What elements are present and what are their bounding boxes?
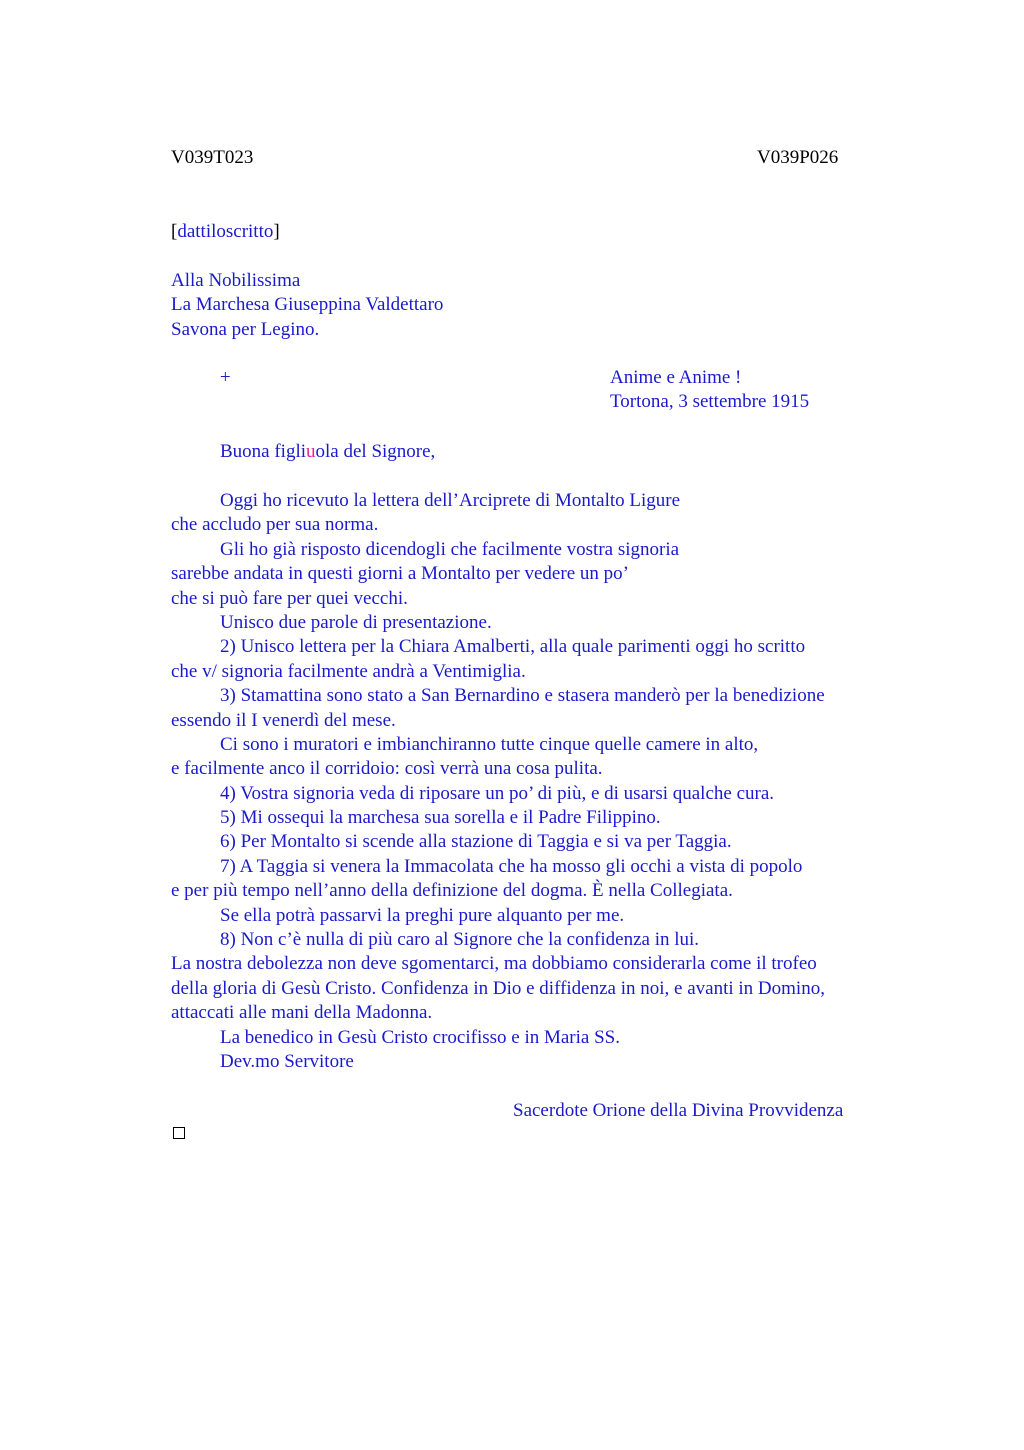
dateline: Tortona, 3 settembre 1915 bbox=[610, 391, 810, 413]
body-line: che v/ signoria facilmente andrà a Ventimiglia. bbox=[171, 660, 526, 682]
body-line: Unisco due parole di presentazione. bbox=[220, 611, 492, 633]
cross-symbol: + bbox=[220, 367, 231, 388]
body-line: 8) Non c’è nulla di più caro al Signore che la confidenza in lui. bbox=[220, 929, 700, 951]
signature: Sacerdote Orione della Divina Provvidenza bbox=[513, 1100, 844, 1121]
salutation-part: Buona figli bbox=[220, 441, 307, 462]
document-code-right: V039P026 bbox=[757, 147, 839, 168]
address-line: La Marchesa Giuseppina Valdettaro bbox=[171, 294, 444, 316]
letter-heading bbox=[610, 366, 809, 415]
body-line: 5) Mi ossequi la marchesa sua sorella e il Padre Filippino. bbox=[220, 807, 661, 829]
body-line: 4) Vostra signoria veda di riposare un po’ di più, e di usarsi qualche cura. bbox=[220, 782, 775, 804]
bracket-open: [ bbox=[171, 221, 178, 242]
salutation-part: ola del Signore, bbox=[315, 441, 436, 462]
body-line: attaccati alle mani della Madonna. bbox=[171, 1002, 433, 1024]
recipient-address bbox=[171, 269, 443, 342]
address-line: Alla Nobilissima bbox=[171, 270, 301, 291]
body-line: La nostra debolezza non deve sgomentarci, ma dobbiamo considerarla come il trofeo bbox=[171, 953, 817, 975]
document-code-left: V039T023 bbox=[171, 147, 254, 168]
typescript-note bbox=[171, 220, 280, 244]
body-line: 2) Unisco lettera per la Chiara Amalberti, alla quale parimenti oggi ho scritto bbox=[220, 636, 806, 658]
body-line: essendo il I venerdì del mese. bbox=[171, 709, 396, 731]
bracket-close: ] bbox=[273, 221, 280, 242]
address-line: Savona per Legino. bbox=[171, 318, 320, 340]
body-line: 6) Per Montalto si scende alla stazione di Taggia e si va per Taggia. bbox=[220, 831, 732, 853]
body-line: La benedico in Gesù Cristo crocifisso e in Maria SS. bbox=[220, 1026, 620, 1048]
typescript-note-text: dattiloscritto bbox=[177, 221, 274, 242]
body-line: della gloria di Gesù Cristo. Confidenza in Dio e diffidenza in noi, e avanti in Domino, bbox=[171, 977, 825, 999]
motto: Anime e Anime ! bbox=[610, 367, 742, 388]
body-line: Dev.mo Servitore bbox=[220, 1050, 354, 1072]
salutation bbox=[220, 440, 435, 464]
body-line: Gli ho già risposto dicendogli che facilmente vostra signoria bbox=[220, 538, 680, 560]
body-line: sarebbe andata in questi giorni a Montalto per vedere un po’ bbox=[171, 563, 629, 585]
letter-body bbox=[171, 489, 825, 1074]
body-line: Se ella potrà passarvi la preghi pure alquanto per me. bbox=[220, 904, 625, 926]
body-line: Ci sono i muratori e imbianchiranno tutte cinque quelle camere in alto, bbox=[220, 733, 759, 755]
end-marker-box bbox=[173, 1127, 185, 1139]
body-line: 7) A Taggia si venera la Immacolata che ha mosso gli occhi a vista di popolo bbox=[220, 855, 803, 877]
body-line: Oggi ho ricevuto la lettera dell’Arciprete di Montalto Ligure bbox=[220, 490, 681, 511]
body-line: che accludo per sua norma. bbox=[171, 514, 379, 536]
body-line: e facilmente anco il corridoio: così verrà una cosa pulita. bbox=[171, 758, 603, 780]
body-line: 3) Stamattina sono stato a San Bernardino e stasera manderò per la benedizione bbox=[220, 685, 825, 707]
body-line: e per più tempo nell’anno della definizione del dogma. È nella Collegiata. bbox=[171, 880, 733, 902]
salutation-highlight: u bbox=[306, 441, 316, 462]
body-line: che si può fare per quei vecchi. bbox=[171, 587, 408, 609]
